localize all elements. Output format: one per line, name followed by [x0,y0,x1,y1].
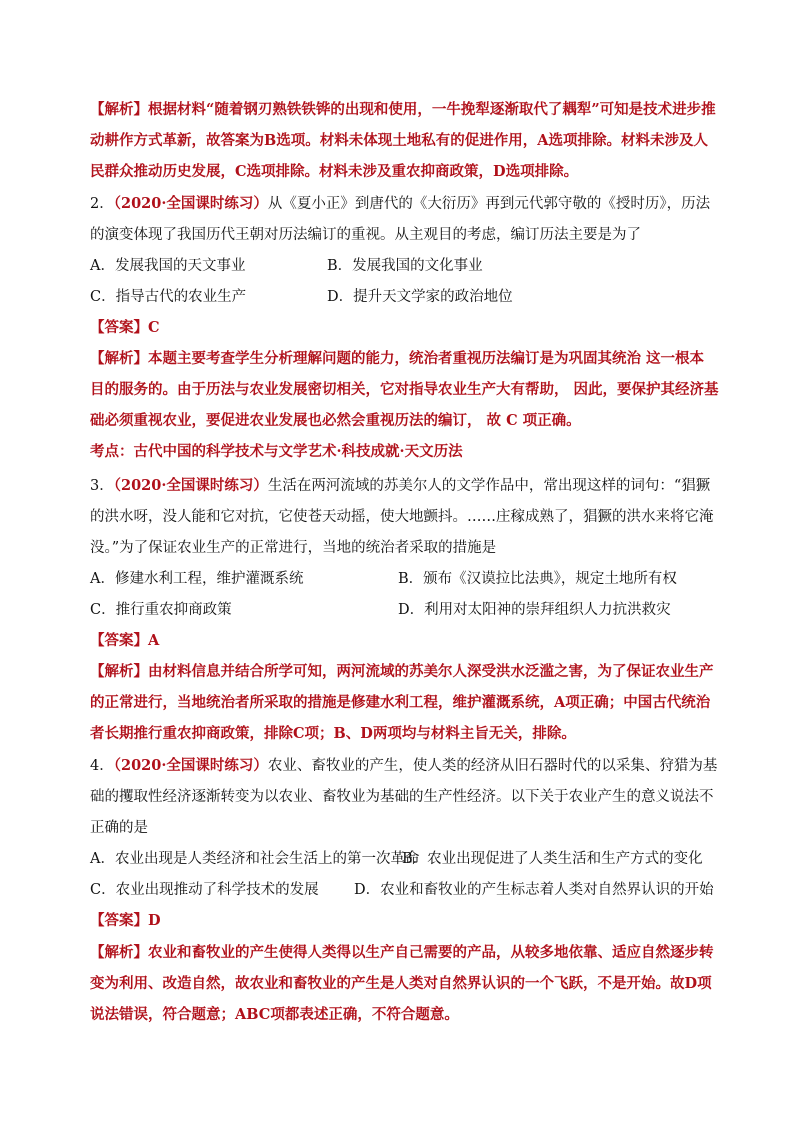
q4-number: 4． [90,758,114,774]
q3-analysis-line-3: 者长期推行重农抑商政策，排除C项；B、D两项均与材料主旨无关，排除。 [90,725,576,742]
q3-analysis-tag: 【解析】 [90,663,148,680]
q4-option-d[interactable]: D．农业和畜牧业的产生标志着人类对自然界认识的开始 [354,882,714,898]
q3-option-b[interactable]: B．颁布《汉谟拉比法典》，规定土地所有权 [398,571,677,587]
q2-source: （2020·全国课时练习） [113,195,268,212]
q4-option-a[interactable]: A．农业出现是人类经济和社会生活上的第一次革命 [90,851,420,867]
q3-stem-line-1 [90,476,710,496]
q2-option-c[interactable]: C．指导古代的农业生产 [90,289,247,305]
q2-stem-line-2: 的演变体现了我国历代王朝对历法编订的重视。从主观目的考虑，编订历法主要是为了 [90,227,641,243]
q3-option-a[interactable]: A．修建水利工程，维护灌溉系统 [90,571,304,587]
q4-stem-line-1 [90,756,717,776]
q4-option-b[interactable]: B．农业出现促进了人类生活和生产方式的变化 [402,851,703,867]
q3-answer-tag: 【答案】 [90,632,148,649]
q2-option-d[interactable]: D．提升天文学家的政治地位 [327,289,513,305]
q1-analysis-line-3: 民群众推动历史发展，C选项排除。材料未涉及重农抑商政策，D选项排除。 [90,163,579,180]
q3-answer [90,631,159,651]
q3-number: 3． [90,478,114,494]
q4-stem-text-1: 农业、畜牧业的产生，使人类的经济从旧石器时代的以采集、狩猎为基 [267,758,718,774]
q4-analysis-line-3: 说法错误，符合题意；ABC项都表述正确，不符合题意。 [90,1006,459,1023]
q3-answer-value: A [148,632,160,649]
q1-analysis-line-1 [90,100,716,120]
q4-source: （2020·全国课时练习） [113,757,268,774]
q3-stem-text-1: 生活在两河流域的苏美尔人的文学作品中，常出现这样的词句：“猖獗 [267,478,711,494]
q2-answer-tag: 【答案】 [90,319,148,336]
q2-answer [90,318,160,338]
q2-analysis-line-3: 础必须重视农业，要促进农业发展也必然会重视历法的编订， 故 C 项正确。 [90,412,581,429]
q3-stem-line-2: 的洪水呀，没人能和它对抗，它使苍天动摇，使大地颤抖。……庄稼成熟了，猖獗的洪水来将它淹 [90,509,714,525]
q4-analysis-tag: 【解析】 [90,944,148,961]
q3-stem-line-3: 没。”为了保证农业生产的正常进行，当地的统治者采取的措施是 [90,540,497,556]
q3-source: （2020·全国课时练习） [113,477,268,494]
q4-analysis-text-1: 农业和畜牧业的产生使得人类得以生产自己需要的产品，从较多地依靠、适应自然逐步转 [148,944,714,961]
q3-option-d[interactable]: D．利用对太阳神的崇拜组织人力抗洪救灾 [398,602,671,618]
q2-analysis-tag: 【解析】 [90,350,148,367]
q4-answer [90,911,161,931]
q2-analysis-text-1: 本题主要考查学生分析理解问题的能力，统治者重视历法编订是为巩固其统治 这一根本 [148,350,705,367]
q2-option-b[interactable]: B．发展我国的文化事业 [327,258,483,274]
q4-stem-line-3: 正确的是 [90,820,148,836]
q4-answer-value: D [148,912,161,929]
q4-stem-line-2: 础的攫取性经济逐渐转变为以农业、畜牧业为基础的生产性经济。以下关于农业产生的意义说法不 [90,789,714,805]
q4-option-c[interactable]: C．农业出现推动了科学技术的发展 [90,882,319,898]
q2-analysis-line-2: 目的服务的。由于历法与农业发展密切相关，它对指导农业生产大有帮助， 因此，要保护其经济基 [90,381,719,398]
q2-analysis-line-1 [90,349,704,369]
q2-kaodian: 考点：古代中国的科学技术与文学艺术·科技成就·天文历法 [90,443,463,460]
q3-analysis-line-1 [90,662,714,682]
q2-stem-text-1: 从《夏小正》到唐代的《大衍历》再到元代郭守敬的《授时历》，历法 [267,196,711,212]
q2-option-a[interactable]: A．发展我国的天文事业 [90,258,246,274]
q3-analysis-text-1: 由材料信息并结合所学可知，两河流域的苏美尔人深受洪水泛滥之害，为了保证农业生产 [148,663,714,680]
q1-analysis-text-1: 根据材料“随着钢刃熟铁铁铧的出现和使用，一牛挽犁逐渐取代了耦犁”可知是技术进步推 [148,101,716,118]
q4-analysis-line-2: 变为利用、改造自然，故农业和畜牧业的产生是人类对自然界认识的一个飞跃，不是开始。故D项 [90,975,712,992]
q3-option-c[interactable]: C．推行重农抑商政策 [90,602,232,618]
q4-analysis-line-1 [90,943,714,963]
q4-answer-tag: 【答案】 [90,912,148,929]
q2-number: 2． [90,196,114,212]
q2-answer-value: C [148,319,160,336]
q1-analysis-tag: 【解析】 [90,101,148,118]
q3-analysis-line-2: 的正常进行，当地统治者所采取的措施是修建水利工程，维护灌溉系统，A项正确；中国古代统治 [90,694,711,711]
q2-stem-line-1 [90,194,710,214]
q1-analysis-line-2: 动耕作方式革新，故答案为B选项。材料未体现土地私有的促进作用，A选项排除。材料未涉及人 [90,132,709,149]
